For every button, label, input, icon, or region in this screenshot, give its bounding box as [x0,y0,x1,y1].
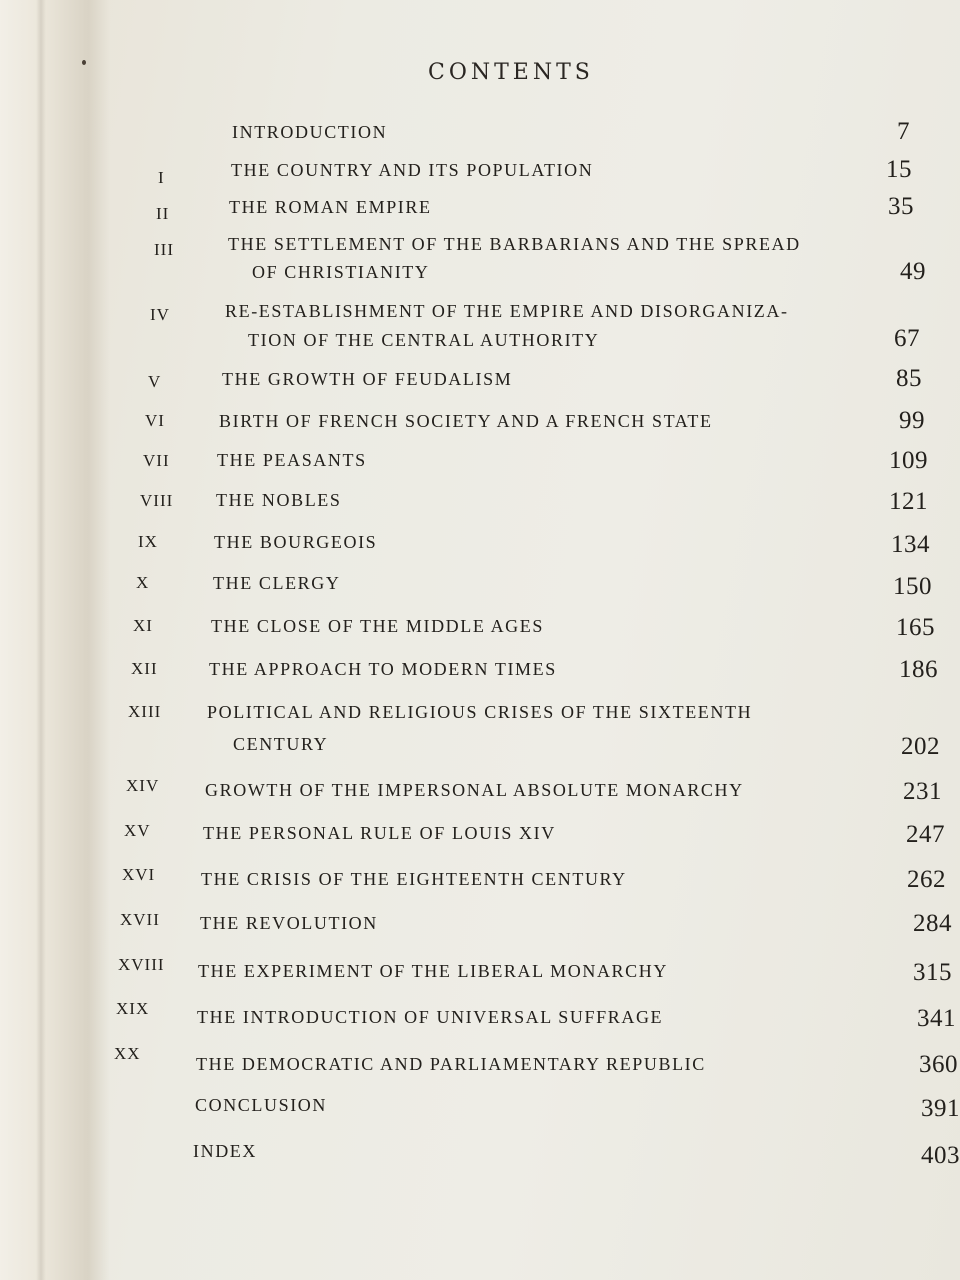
contents-heading: CONTENTS [428,60,594,85]
chapter-title: THE PERSONAL RULE OF LOUIS XIV [203,823,556,843]
page-number: 247 [906,821,945,848]
page-number: 67 [894,325,920,352]
page-number: 262 [907,866,946,893]
chapter-number: XI [133,616,153,635]
chapter-title: THE GROWTH OF FEUDALISM [222,369,513,389]
ink-speck [82,60,86,65]
chapter-title: CONCLUSION [195,1095,328,1115]
chapter-title: INTRODUCTION [232,122,388,142]
chapter-number: XIX [116,999,150,1018]
chapter-title: THE SETTLEMENT OF THE BARBARIANS AND THE SPREAD [228,234,801,254]
page-number: 391 [921,1095,960,1122]
chapter-title: THE EXPERIMENT OF THE LIBERAL MONARCHY [198,961,668,981]
chapter-title: THE CLOSE OF THE MIDDLE AGES [211,616,544,636]
chapter-title-continued: OF CHRISTIANITY [252,262,430,282]
page-number: 360 [919,1051,958,1078]
chapter-title: POLITICAL AND RELIGIOUS CRISES OF THE SIXTEENTH [207,702,753,722]
page-gutter [0,0,110,1280]
chapter-title: THE DEMOCRATIC AND PARLIAMENTARY REPUBLIC [196,1054,706,1074]
chapter-title: THE ROMAN EMPIRE [229,197,432,217]
page-number: 202 [901,733,940,760]
chapter-title: RE-ESTABLISHMENT OF THE EMPIRE AND DISORGANIZA- [225,301,789,321]
chapter-number: XVII [120,910,160,929]
chapter-number: VIII [140,491,174,510]
chapter-title: THE PEASANTS [217,450,367,470]
chapter-number: I [158,168,165,187]
chapter-title: THE INTRODUCTION OF UNIVERSAL SUFFRAGE [197,1007,664,1027]
chapter-title: THE COUNTRY AND ITS POPULATION [231,160,594,180]
page-number: 109 [889,447,928,474]
page-number: 15 [886,156,912,183]
chapter-number: IX [138,532,158,551]
page-number: 231 [903,778,942,805]
page-number: 49 [900,258,926,285]
chapter-number: XIV [126,776,160,795]
page-number: 315 [913,959,952,986]
chapter-number: VI [145,411,165,430]
chapter-title-continued: CENTURY [233,734,329,754]
chapter-title: THE BOURGEOIS [214,532,378,552]
chapter-number: VII [143,451,170,470]
page-number: 165 [896,614,935,641]
chapter-title: THE NOBLES [216,490,342,510]
page-number: 150 [893,573,932,600]
chapter-title: THE CLERGY [213,573,341,593]
chapter-title: THE APPROACH TO MODERN TIMES [209,659,557,679]
chapter-number: III [154,240,174,259]
page-number: 7 [897,118,910,145]
chapter-title-continued: TION OF THE CENTRAL AUTHORITY [248,330,600,350]
chapter-number: XX [114,1044,141,1063]
chapter-number: XIII [128,702,162,721]
page-number: 186 [899,656,938,683]
page-gutter-shadow [36,0,46,1280]
chapter-number: II [156,204,170,223]
chapter-title: GROWTH OF THE IMPERSONAL ABSOLUTE MONARCHY [205,780,744,800]
chapter-title: THE REVOLUTION [200,913,378,933]
page-number: 284 [913,910,952,937]
page-number: 341 [917,1005,956,1032]
page-number: 121 [889,488,928,515]
chapter-title: BIRTH OF FRENCH SOCIETY AND A FRENCH STATE [219,411,713,431]
page-number: 99 [899,407,925,434]
page-number: 403 [921,1142,960,1169]
chapter-number: X [136,573,150,592]
chapter-number: XV [124,821,151,840]
chapter-number: V [148,372,162,391]
chapter-number: XVIII [118,955,165,974]
page-number: 134 [891,531,930,558]
page-number: 85 [896,365,922,392]
chapter-number: IV [150,305,170,324]
page-number: 35 [888,193,914,220]
chapter-number: XII [131,659,158,678]
chapter-title: INDEX [193,1141,257,1161]
chapter-number: XVI [122,865,156,884]
chapter-title: THE CRISIS OF THE EIGHTEENTH CENTURY [201,869,627,889]
